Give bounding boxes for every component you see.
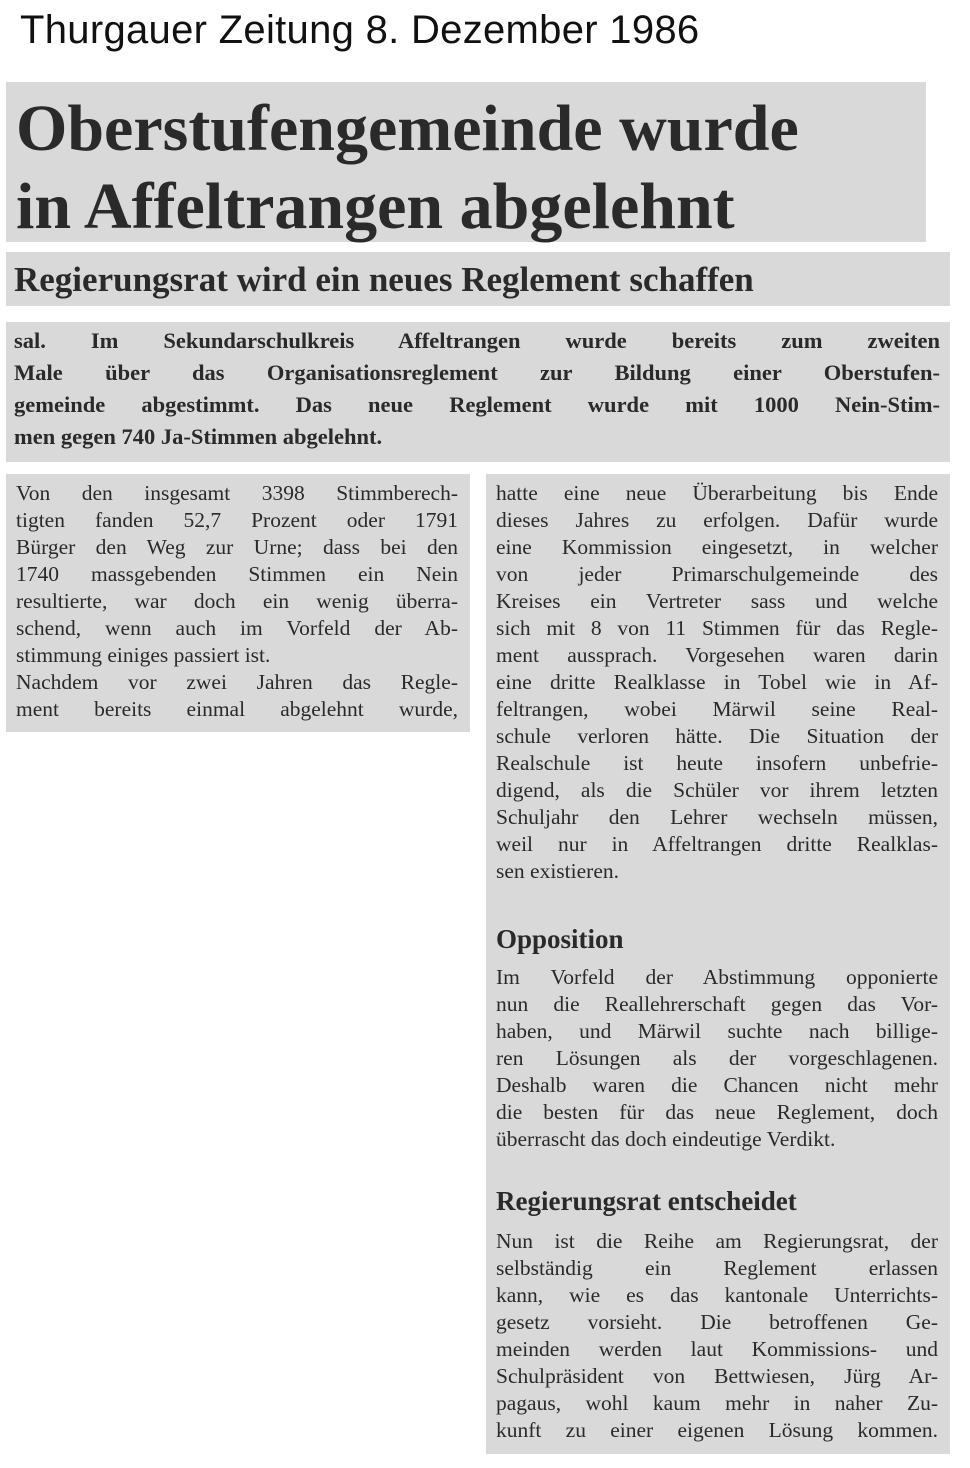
body-line: Schuljahr den Lehrer wechseln müssen,	[496, 805, 938, 829]
lead-clipping	[6, 322, 950, 462]
body-line: Bürger den Weg zur Urne; dass bei den	[16, 535, 458, 559]
body-line: Realschule ist heute insofern unbefrie-	[496, 751, 938, 775]
body-line: stimmung einiges passiert ist.	[16, 643, 271, 667]
body-line: schule verloren hätte. Die Situation der	[496, 724, 938, 748]
body-line: meinden werden laut Kommissions- und	[496, 1337, 938, 1361]
body-line: von jeder Primarschulgemeinde des	[496, 562, 938, 586]
body-line: ment bereits einmal abgelehnt wurde,	[16, 697, 458, 721]
body-line: Deshalb waren die Chancen nicht mehr	[496, 1073, 938, 1097]
body-line: weil nur in Affeltrangen dritte Realklas-	[496, 832, 938, 856]
right-column-clipping	[486, 474, 950, 1454]
body-line: sen existieren.	[496, 859, 619, 883]
left-column-clipping	[6, 474, 470, 732]
body-line: Schulpräsident von Bettwiesen, Jürg Ar-	[496, 1364, 938, 1388]
body-line: eine dritte Realklasse in Tobel wie in Af-	[496, 670, 938, 694]
body-line: pagaus, wohl kaum mehr in naher Zu-	[496, 1391, 938, 1415]
body-line: schend, wenn auch im Vorfeld der Ab-	[16, 616, 458, 640]
headline-line-1: Oberstufengemeinde wurde	[16, 92, 799, 165]
section-heading-regierungsrat: Regierungsrat entscheidet	[496, 1186, 797, 1216]
body-line: ren Lösungen als der vorgeschlagenen.	[496, 1046, 938, 1070]
lead-line: sal. Im Sekundarschulkreis Affeltrangen wurde bereits zum zweiten	[14, 328, 940, 353]
body-line: die besten für das neue Reglement, doch	[496, 1100, 938, 1124]
body-line: überrascht das doch eindeutige Verdikt.	[496, 1127, 836, 1151]
body-line: ment aussprach. Vorgesehen waren darin	[496, 643, 938, 667]
article-headline	[16, 90, 799, 246]
body-line: haben, und Märwil suchte nach billige-	[496, 1019, 938, 1043]
lead-line: Male über das Organisationsreglement zur Bildung einer Oberstufen-	[14, 360, 940, 385]
lead-line: men gegen 740 Ja-Stimmen abgelehnt.	[14, 424, 383, 449]
body-line: kunft zu einer eigenen Lösung kommen.	[496, 1418, 938, 1442]
body-line: nun die Reallehrerschaft gegen das Vor-	[496, 992, 938, 1016]
body-line: gesetz vorsieht. Die betroffenen Ge-	[496, 1310, 938, 1334]
body-line: Im Vorfeld der Abstimmung opponierte	[496, 965, 938, 989]
body-line: kann, wie es das kantonale Unterrichts-	[496, 1283, 938, 1307]
lead-line: gemeinde abgestimmt. Das neue Reglement wurde mit 1000 Nein-Stim-	[14, 392, 940, 417]
body-line: selbständig ein Reglement erlassen	[496, 1256, 938, 1280]
body-line: digend, als die Schüler vor ihrem letzten	[496, 778, 938, 802]
body-line: resultierte, war doch ein wenig überra-	[16, 589, 458, 613]
body-line: tigten fanden 52,7 Prozent oder 1791	[16, 508, 458, 532]
subheadline-clipping	[6, 252, 950, 306]
body-line: Nachdem vor zwei Jahren das Regle-	[16, 670, 458, 694]
body-line: sich mit 8 von 11 Stimmen für das Regle-	[496, 616, 938, 640]
body-line: Von den insgesamt 3398 Stimmberech-	[16, 481, 458, 505]
headline-line-2: in Affeltrangen abgelehnt	[16, 170, 735, 243]
body-line: 1740 massgebenden Stimmen ein Nein	[16, 562, 458, 586]
body-line: Nun ist die Reihe am Regierungsrat, der	[496, 1229, 938, 1253]
body-line: eine Kommission eingesetzt, in welcher	[496, 535, 938, 559]
body-line: Kreises ein Vertreter sass und welche	[496, 589, 938, 613]
headline-clipping	[6, 82, 926, 242]
section-heading-opposition: Opposition	[496, 924, 624, 954]
body-line: hatte eine neue Überarbeitung bis Ende	[496, 481, 938, 505]
body-line: feltrangen, wobei Märwil seine Real-	[496, 697, 938, 721]
page-caption: Thurgauer Zeitung 8. Dezember 1986	[20, 8, 700, 52]
body-line: dieses Jahres zu erfolgen. Dafür wurde	[496, 508, 938, 532]
article-subheadline: Regierungsrat wird ein neues Reglement schaffen	[14, 260, 754, 299]
